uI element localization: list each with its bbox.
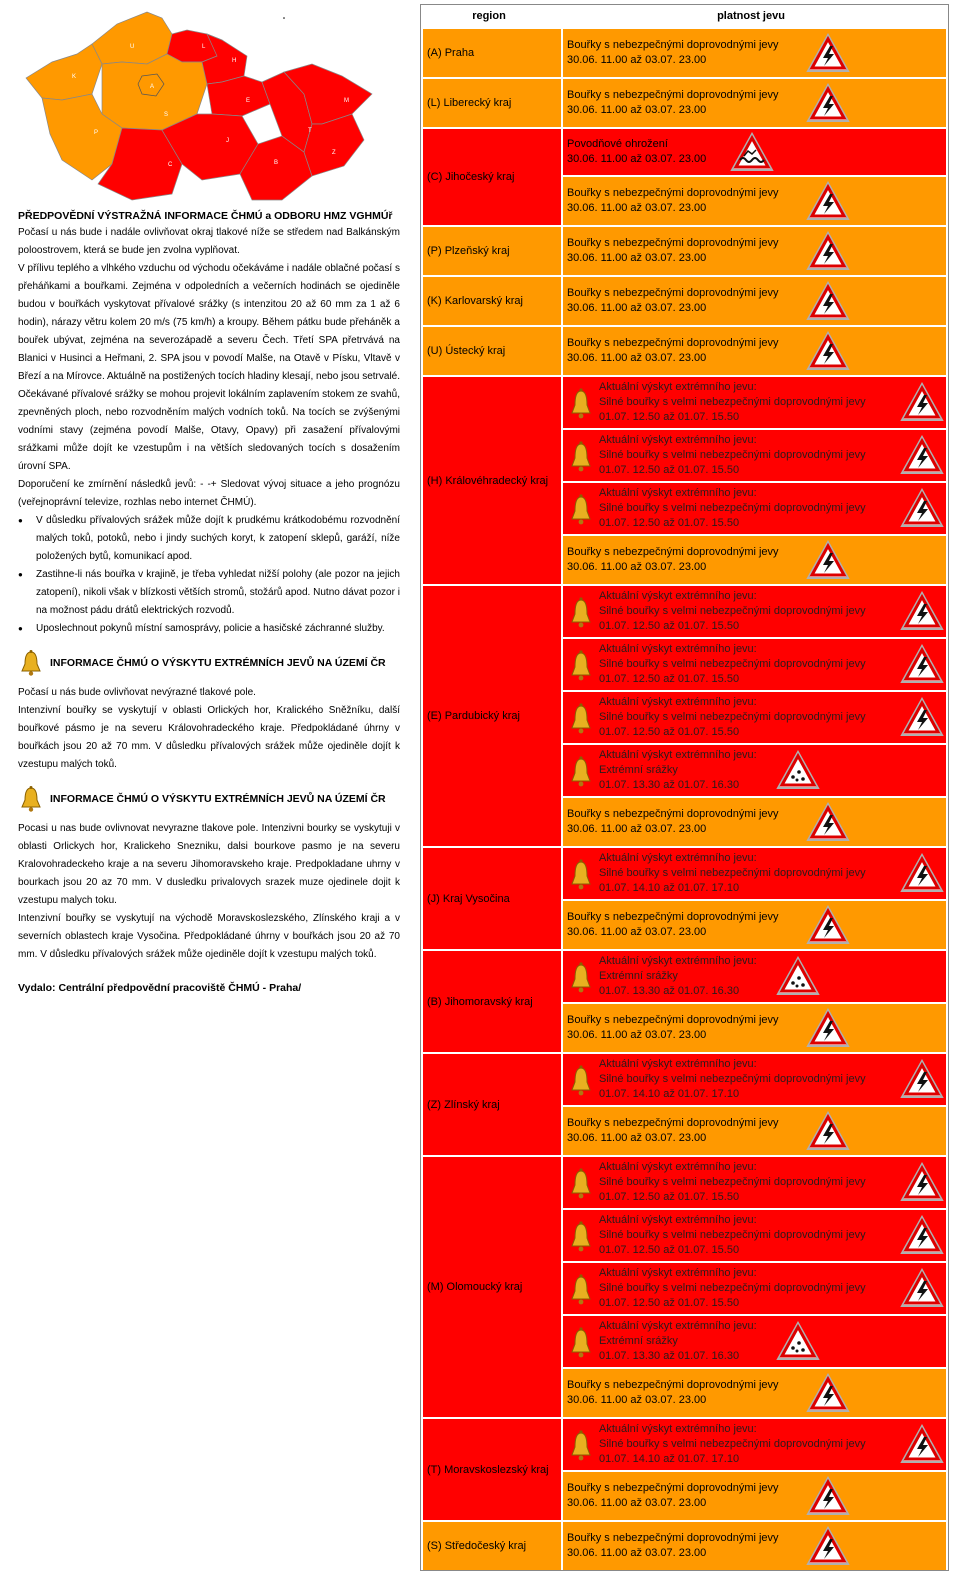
warning-label: Bouřky s nebezpečnými doprovodnými jevy (567, 287, 779, 299)
warning-label: Bouřky s nebezpečnými doprovodnými jevy (567, 39, 779, 51)
bullet-icon (18, 620, 36, 638)
alert-period: 01.07. 12.50 až 01.07. 15.50 (599, 464, 740, 476)
warning-list (563, 586, 946, 846)
severe-storm-alert (563, 377, 946, 428)
extreme-paragraph: Pocasi u nas bude ovlivnovat nevyrazne tlakove pole. Intenzivni bourky se vyskytuji v oblasti Orlickych hor, Kralickeho Snezniku, dalsi bourkove pasmo je na severu Kralovohradeckeho kraje a na severu Jihomoravskeho kraje. Predpokladane uhrny v bourkach jsou 20 az 70 mm. V dusledku privalovych srazek muze ojedinele dojit k vzestupu malych toku. (18, 823, 400, 906)
map-region-letter: T (308, 128, 312, 134)
map-region-letter: K (72, 74, 77, 80)
alert-heading: Aktuální výskyt extrémního jevu: (599, 696, 757, 708)
table-row (423, 1419, 946, 1520)
rain-warning-icon (776, 1321, 820, 1361)
extreme-paragraph: Počasí u nás bude ovlivňovat nevýrazné tlakové pole. (18, 687, 256, 698)
forecast-paragraph-2: V přílivu teplého a vlhkého vzduchu od východu očekáváme i nadále oblačné počasí s přeháňkami a bouřkami. Zejména v odpoledních a večerních hodinách se ojediněle budou v bouřkách vyskytovat přívalové srážky (s intenzitou 20 až 60 mm za 1 až 6 hodin), nárazy větru kolem 20 m/s (75 km/h) a kroupy. Během pátku bude přeháněk a bouřek ubývat, zejména na severozápadě a severu Čech. Třetí SPA přetrvává na Blanici v Husinci a Heřmani, 2. SPA jsou v povodí Malše, na Otavě v Písku, Vltavě v Březí a na Mírovce. Aktuálně na postižených tocích hladiny klesají, nebo jsou setrvalé. Očekávané přívalové srážky se mohou projevit lokálním zaplavením stokem ze svahů, zpevněných ploch, nebo rozvodněním malých vodních toků. Na tocích se zvýšenými vodními stavy (zejména povodí Malše, Otavy, Opavy) při zasažení přívalovými srážkami může dojít ke vzestupům i na větších sledovaných tocích s dosažením úrovní SPA. (18, 263, 400, 472)
extreme-rain-alert (563, 745, 946, 796)
storm-warning (563, 29, 946, 77)
alert-period: 01.07. 12.50 až 01.07. 15.50 (599, 1191, 740, 1203)
storm-warning (563, 536, 946, 584)
bell-icon (567, 1218, 595, 1254)
bell-icon (567, 1062, 595, 1098)
region-name: (L) Liberecký kraj (423, 79, 561, 127)
bell-icon (567, 385, 595, 421)
storm-warning-icon (900, 1059, 944, 1099)
alert-heading: Aktuální výskyt extrémního jevu: (599, 749, 757, 761)
alert-label: Silné bouřky s velmi nebezpečnými doprovodnými jevy (599, 1176, 866, 1188)
region-name: (E) Pardubický kraj (423, 586, 561, 846)
region-name: (A) Praha (423, 29, 561, 77)
storm-warning-icon (900, 697, 944, 737)
map-region-letter: M (344, 98, 349, 104)
region-name: (H) Královéhradecký kraj (423, 377, 561, 584)
storm-warning-icon (806, 231, 850, 271)
storm-warning-icon (806, 331, 850, 371)
extreme-title: INFORMACE ČHMÚ O VÝSKYTU EXTRÉMNÍCH JEVŮ NA ÚZEMÍ ČR (50, 793, 386, 805)
flood-warning-icon (730, 132, 774, 172)
region-name: (U) Ústecký kraj (423, 327, 561, 375)
storm-warning (563, 1522, 946, 1570)
region-name: (J) Kraj Vysočina (423, 848, 561, 949)
alert-label: Silné bouřky s velmi nebezpečnými doprovodnými jevy (599, 396, 866, 408)
alert-period: 01.07. 12.50 až 01.07. 15.50 (599, 517, 740, 529)
warning-label: Povodňové ohrožení (567, 138, 668, 150)
forecast-title: PŘEDPOVĚDNÍ VÝSTRAŽNÁ INFORMACE ČHMÚ a ODBORU HMZ VGHMÚř (18, 210, 393, 222)
recommendation-bullet: ● Uposlechnout pokynů místní samosprávy, policie a hasičské záchranné služby. (18, 620, 400, 638)
header-validity: platnost jevu (717, 10, 785, 22)
table-row (423, 227, 946, 275)
alert-period: 01.07. 12.50 až 01.07. 15.50 (599, 673, 740, 685)
alert-period: 01.07. 12.50 až 01.07. 15.50 (599, 411, 740, 423)
alert-label: Extrémní srážky (599, 970, 678, 982)
warning-list (563, 848, 946, 949)
map-region-u (92, 12, 172, 64)
table-row (423, 848, 946, 949)
warning-period: 30.06. 11.00 až 03.07. 23.00 (567, 153, 707, 165)
alert-label: Silné bouřky s velmi nebezpečnými doprovodnými jevy (599, 658, 866, 670)
region-name: (Z) Zlínský kraj (423, 1054, 561, 1155)
bullet-icon (18, 512, 36, 566)
storm-warning (563, 1369, 946, 1417)
warning-period: 30.06. 11.00 až 03.07. 23.00 (567, 252, 707, 264)
forecast-paragraph-1: Počasí u nás bude i nadále ovlivňovat okraj tlakové níže se středem nad Balkánským poloostrovem, která se bude jen zvolna vyplňovat. (18, 227, 400, 256)
alert-period: 01.07. 14.10 až 01.07. 17.10 (599, 1088, 740, 1100)
alert-heading: Aktuální výskyt extrémního jevu: (599, 1423, 757, 1435)
alert-heading: Aktuální výskyt extrémního jevu: (599, 852, 757, 864)
warning-label: Bouřky s nebezpečnými doprovodnými jevy (567, 911, 779, 923)
warning-label: Bouřky s nebezpečnými doprovodnými jevy (567, 1532, 779, 1544)
forecast-section (18, 210, 400, 994)
warning-list (563, 377, 946, 584)
bell-icon (567, 491, 595, 527)
warning-period: 30.06. 11.00 až 03.07. 23.00 (567, 352, 707, 364)
warning-list (563, 327, 946, 375)
table-row (423, 951, 946, 1052)
warning-label: Bouřky s nebezpečnými doprovodnými jevy (567, 187, 779, 199)
alert-period: 01.07. 13.30 až 01.07. 16.30 (599, 779, 740, 791)
storm-warning (563, 177, 946, 225)
bell-icon (567, 1324, 595, 1360)
storm-warning-icon (806, 1476, 850, 1516)
warning-list (563, 79, 946, 127)
alert-heading: Aktuální výskyt extrémního jevu: (599, 381, 757, 393)
map-region-letter: H (232, 58, 237, 64)
warning-label: Bouřky s nebezpečnými doprovodnými jevy (567, 89, 779, 101)
bullet-icon (18, 566, 36, 620)
alert-heading: Aktuální výskyt extrémního jevu: (599, 1214, 757, 1226)
bell-icon (567, 594, 595, 630)
warning-list (563, 277, 946, 325)
map-region-letter: A (150, 84, 155, 90)
severe-storm-alert (563, 1157, 946, 1208)
region-name: (P) Plzeňský kraj (423, 227, 561, 275)
alert-label: Silné bouřky s velmi nebezpečnými doprovodnými jevy (599, 605, 866, 617)
storm-warning-icon (806, 802, 850, 842)
alert-heading: Aktuální výskyt extrémního jevu: (599, 590, 757, 602)
alert-heading: Aktuální výskyt extrémního jevu: (599, 487, 757, 499)
alert-label: Silné bouřky s velmi nebezpečnými doprovodnými jevy (599, 1438, 866, 1450)
map-region-letter: Z (332, 150, 336, 156)
region-name: (S) Středočeský kraj (423, 1522, 561, 1570)
warning-list (563, 129, 946, 225)
storm-warning-icon (900, 644, 944, 684)
warning-label: Bouřky s nebezpečnými doprovodnými jevy (567, 1117, 779, 1129)
storm-warning-icon (900, 591, 944, 631)
map-region-k (26, 44, 102, 100)
alert-period: 01.07. 13.30 až 01.07. 16.30 (599, 985, 740, 997)
extreme-paragraph: Intenzivní bouřky se vyskytují v oblasti Orlických hor, Kralického Sněžníku, další bouřkové pásmo je na severu Královohradeckého kraje. Předpokládané úhrny v bouřkách jsou 20 až 70 mm. V důsledku přívalových srážek může ojediněle dojít k vzestupu malých toků. (18, 705, 400, 770)
extreme-info-1 (18, 648, 400, 774)
warning-period: 30.06. 11.00 až 03.07. 23.00 (567, 561, 707, 573)
storm-warning-icon (806, 83, 850, 123)
warning-period: 30.06. 11.00 až 03.07. 23.00 (567, 1394, 707, 1406)
severe-storm-alert (563, 1210, 946, 1261)
alert-label: Extrémní srážky (599, 1335, 678, 1347)
map-region-letter: P (94, 130, 99, 136)
region-name: (T) Moravskoslezský kraj (423, 1419, 561, 1520)
storm-warning (563, 901, 946, 949)
storm-warning (563, 1472, 946, 1520)
storm-warning (563, 1004, 946, 1052)
alert-period: 01.07. 14.10 až 01.07. 17.10 (599, 1453, 740, 1465)
warning-period: 30.06. 11.00 až 03.07. 23.00 (567, 54, 707, 66)
storm-warning-icon (900, 488, 944, 528)
table-row (423, 586, 946, 846)
map-region-letter: C (168, 162, 173, 168)
alert-label: Silné bouřky s velmi nebezpečnými doprovodnými jevy (599, 449, 866, 461)
alert-label: Silné bouřky s velmi nebezpečnými doprovodnými jevy (599, 1073, 866, 1085)
extreme-info-2 (18, 784, 400, 964)
warning-period: 30.06. 11.00 až 03.07. 23.00 (567, 1547, 707, 1559)
storm-warning (563, 798, 946, 846)
table-row (423, 1522, 946, 1570)
map-region-letter: J (226, 138, 229, 144)
warning-list (563, 1522, 946, 1570)
alert-label: Silné bouřky s velmi nebezpečnými doprovodnými jevy (599, 1229, 866, 1241)
alert-period: 01.07. 13.30 až 01.07. 16.30 (599, 1350, 740, 1362)
warning-label: Bouřky s nebezpečnými doprovodnými jevy (567, 1482, 779, 1494)
bell-icon (567, 1271, 595, 1307)
storm-warning-icon (806, 281, 850, 321)
region-name: (B) Jihomoravský kraj (423, 951, 561, 1052)
issued-by: Vydalo: Centrální předpovědní pracoviště ČHMÚ - Praha/ (18, 982, 302, 994)
alert-period: 01.07. 14.10 až 01.07. 17.10 (599, 882, 740, 894)
severe-storm-alert (563, 1263, 946, 1314)
warning-period: 30.06. 11.00 až 03.07. 23.00 (567, 1029, 707, 1041)
warning-list (563, 951, 946, 1052)
storm-warning-icon (806, 1373, 850, 1413)
bell-icon (567, 856, 595, 892)
severe-storm-alert (563, 483, 946, 534)
map-region-letter: L (202, 44, 206, 50)
alert-period: 01.07. 12.50 až 01.07. 15.50 (599, 620, 740, 632)
storm-warning-icon (806, 1526, 850, 1566)
czech-warning-map (22, 4, 402, 208)
region-name: (K) Karlovarský kraj (423, 277, 561, 325)
alert-label: Silné bouřky s velmi nebezpečnými doprovodnými jevy (599, 1282, 866, 1294)
table-row (423, 277, 946, 325)
region-name: (M) Olomoucký kraj (423, 1157, 561, 1417)
table-row (423, 327, 946, 375)
alert-label: Silné bouřky s velmi nebezpečnými doprovodnými jevy (599, 867, 866, 879)
storm-warning-icon (900, 1424, 944, 1464)
storm-warning-icon (806, 1111, 850, 1151)
storm-warning-icon (900, 1268, 944, 1308)
bell-icon (567, 1165, 595, 1201)
warning-list (563, 1419, 946, 1520)
rain-warning-icon (776, 750, 820, 790)
extreme-title: INFORMACE ČHMÚ O VÝSKYTU EXTRÉMNÍCH JEVŮ NA ÚZEMÍ ČR (50, 657, 386, 669)
alert-heading: Aktuální výskyt extrémního jevu: (599, 1267, 757, 1279)
table-row (423, 29, 946, 77)
recommendation-bullet: ● V důsledku přívalových srážek může dojít k prudkému krátkodobému rozvodnění malých toků, potoků, nebo i jindy suchých koryt, k zatopení sklepů, garáží, níže položených bytů, komunikací apod. (18, 512, 400, 566)
storm-warning-icon (806, 905, 850, 945)
storm-warning (563, 227, 946, 275)
warning-label: Bouřky s nebezpečnými doprovodnými jevy (567, 337, 779, 349)
map-region-letter: B (274, 160, 279, 166)
warning-table (420, 4, 949, 1571)
severe-storm-alert (563, 430, 946, 481)
severe-storm-alert (563, 692, 946, 743)
table-header (421, 5, 948, 27)
warning-list (563, 29, 946, 77)
map-region-letter: U (130, 44, 135, 50)
map-region-letter: S (164, 112, 169, 118)
map-regions (26, 12, 372, 200)
table-row (423, 1157, 946, 1417)
storm-warning-icon (900, 853, 944, 893)
storm-warning (563, 79, 946, 127)
table-row (423, 79, 946, 127)
storm-warning-icon (806, 33, 850, 73)
warning-list (563, 227, 946, 275)
warning-period: 30.06. 11.00 až 03.07. 23.00 (567, 1497, 707, 1509)
alert-label: Silné bouřky s velmi nebezpečnými doprovodnými jevy (599, 502, 866, 514)
storm-warning-icon (806, 540, 850, 580)
map-region-letter: E (246, 98, 251, 104)
storm-warning (563, 1107, 946, 1155)
header-region: region (472, 10, 506, 22)
storm-warning-icon (806, 181, 850, 221)
table-row (423, 129, 946, 225)
warning-period: 30.06. 11.00 až 03.07. 23.00 (567, 202, 707, 214)
alert-label: Silné bouřky s velmi nebezpečnými doprovodnými jevy (599, 711, 866, 723)
severe-storm-alert (563, 1054, 946, 1105)
alert-label: Extrémní srážky (599, 764, 678, 776)
alert-period: 01.07. 12.50 až 01.07. 15.50 (599, 1297, 740, 1309)
alert-period: 01.07. 12.50 až 01.07. 15.50 (599, 726, 740, 738)
alert-heading: Aktuální výskyt extrémního jevu: (599, 955, 757, 967)
warning-period: 30.06. 11.00 až 03.07. 23.00 (567, 926, 707, 938)
extreme-paragraph: Intenzivní bouřky se vyskytují na východě Moravskoslezského, Zlínského kraji a v severních oblastech kraje Vysočina. Předpokládané úhrny v bouřkách jsou 20 až 70 mm. V důsledku přívalových srážek může ojediněle dojít k vzestupu malých toků. (18, 913, 400, 960)
warning-label: Bouřky s nebezpečnými doprovodnými jevy (567, 808, 779, 820)
region-name: (C) Jihočeský kraj (423, 129, 561, 225)
bell-icon (567, 1427, 595, 1463)
severe-storm-alert (563, 848, 946, 899)
rain-warning-icon (776, 956, 820, 996)
warning-label: Bouřky s nebezpečnými doprovodnými jevy (567, 1014, 779, 1026)
warning-period: 30.06. 11.00 až 03.07. 23.00 (567, 823, 707, 835)
bell-icon (567, 959, 595, 995)
alert-heading: Aktuální výskyt extrémního jevu: (599, 434, 757, 446)
storm-warning-icon (900, 1215, 944, 1255)
table-row (423, 377, 946, 584)
severe-storm-alert (563, 586, 946, 637)
flood-warning (563, 129, 946, 175)
recommendation-bullet: ● Zastihne-li nás bouřka v krajině, je třeba vyhledat nižší polohy (ale pozor na jejich zatopení), nikoli však v blízkosti větších stromů, stožárů apod. Nutno dávat pozor i na možnost pádu drátů elektrických rozvodů. (18, 566, 400, 620)
alert-heading: Aktuální výskyt extrémního jevu: (599, 643, 757, 655)
severe-storm-alert (563, 639, 946, 690)
bell-icon (18, 649, 44, 677)
table-row (423, 1054, 946, 1155)
bell-icon (567, 753, 595, 789)
warning-period: 30.06. 11.00 až 03.07. 23.00 (567, 302, 707, 314)
alert-heading: Aktuální výskyt extrémního jevu: (599, 1058, 757, 1070)
severe-storm-alert (563, 1419, 946, 1470)
storm-warning (563, 327, 946, 375)
bell-icon (567, 647, 595, 683)
alert-heading: Aktuální výskyt extrémního jevu: (599, 1320, 757, 1332)
warning-label: Bouřky s nebezpečnými doprovodnými jevy (567, 546, 779, 558)
warning-list (563, 1157, 946, 1417)
warning-period: 30.06. 11.00 až 03.07. 23.00 (567, 104, 707, 116)
storm-warning-icon (900, 1162, 944, 1202)
storm-warning-icon (806, 1008, 850, 1048)
extreme-rain-alert (563, 951, 946, 1002)
storm-warning-icon (900, 435, 944, 475)
warning-list (563, 1054, 946, 1155)
bell-icon (567, 438, 595, 474)
forecast-paragraph-3: Doporučení ke zmírnění následků jevů: - -+ Sledovat vývoj situace a jeho prognózu (veřejnoprávní televize, rozhlas nebo internet ČHMÚ). (18, 479, 400, 508)
bell-icon (18, 785, 44, 813)
warning-period: 30.06. 11.00 až 03.07. 23.00 (567, 1132, 707, 1144)
extreme-rain-alert (563, 1316, 946, 1367)
storm-warning (563, 277, 946, 325)
bell-icon (567, 700, 595, 736)
storm-warning-icon (900, 382, 944, 422)
alert-heading: Aktuální výskyt extrémního jevu: (599, 1161, 757, 1173)
warning-label: Bouřky s nebezpečnými doprovodnými jevy (567, 237, 779, 249)
alert-period: 01.07. 12.50 až 01.07. 15.50 (599, 1244, 740, 1256)
warning-label: Bouřky s nebezpečnými doprovodnými jevy (567, 1379, 779, 1391)
